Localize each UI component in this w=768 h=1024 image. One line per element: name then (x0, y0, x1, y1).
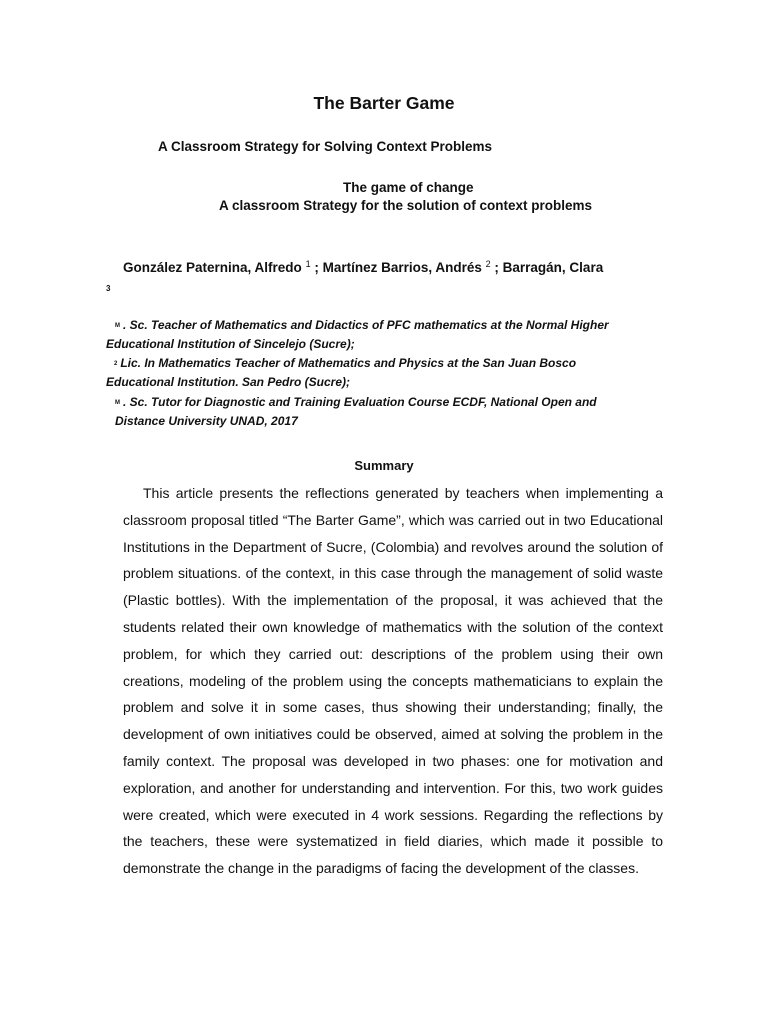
author-separator: ; (310, 260, 323, 275)
alternate-title-line-1: The game of change (343, 180, 474, 195)
author-3: Barragán, Clara (502, 260, 604, 275)
affiliation-3-line-1: M . Sc. Tutor for Diagnostic and Training Evaluation Course ECDF, National Open and (115, 395, 597, 409)
summary-heading: Summary (354, 458, 414, 473)
affiliation-2-line-1: 2 Lic. In Mathematics Teacher of Mathematics and Physics at the San Juan Bosco (114, 356, 577, 370)
author-2: Martínez Barrios, Andrés (322, 260, 482, 275)
paper-title: The Barter Game (313, 93, 455, 113)
author-1: González Paternina, Alfredo (123, 260, 302, 275)
author-3-superscript: 3 (106, 284, 111, 293)
affiliation-2-line-2: Educational Institution. San Pedro (Sucre); (106, 375, 351, 389)
author-2-superscript: 2 (485, 259, 491, 269)
affiliation-1-mark: M (115, 323, 120, 329)
affiliation-2-mark: 2 (114, 361, 118, 367)
alternate-title-line-2: A classroom Strategy for the solution of context problems (219, 198, 593, 213)
summary-body (123, 480, 663, 882)
affiliation-3-line-2: Distance University UNAD, 2017 (115, 414, 298, 428)
affiliation-3-mark: M (115, 400, 120, 406)
author-1-superscript: 1 (305, 259, 311, 269)
affiliation-1-line-1: M . Sc. Teacher of Mathematics and Didactics of PFC mathematics at the Normal Higher (115, 318, 609, 332)
author-list (123, 259, 603, 277)
summary-paragraph: This article presents the reflections generated by teachers when implementing a classroom proposal titled “The Barter Game”, which was carried out in two Educational Institutions in the Department of Sucre, (Colombia) and revolves around the solution of problem situations. of the context, in this case through the management of solid waste (Plastic bottles). With the implementation of the proposal, it was achieved that the students related their own knowledge of mathematics with the solution of the context problem, for which they carried out: descriptions of the problem using their own creations, modeling of the problem using the concepts mathematicians to explain the problem and solve it in some cases, thus showing their understanding; finally, the development of own initiatives could be observed, aimed at solving the problem in the family context. The proposal was developed in two phases: one for motivation and exploration, and another for understanding and intervention. For this, two work guides were created, which were executed in 4 work sessions. Regarding the reflections by the teachers, these were systematized in field diaries, which made it possible to demonstrate the change in the paradigms of facing the development of the classes. (123, 485, 663, 877)
paper-subtitle: A Classroom Strategy for Solving Context Problems (158, 139, 493, 154)
author-separator: ; (490, 260, 503, 275)
affiliation-1-line-2: Educational Institution of Sincelejo (Sucre); (106, 337, 355, 351)
